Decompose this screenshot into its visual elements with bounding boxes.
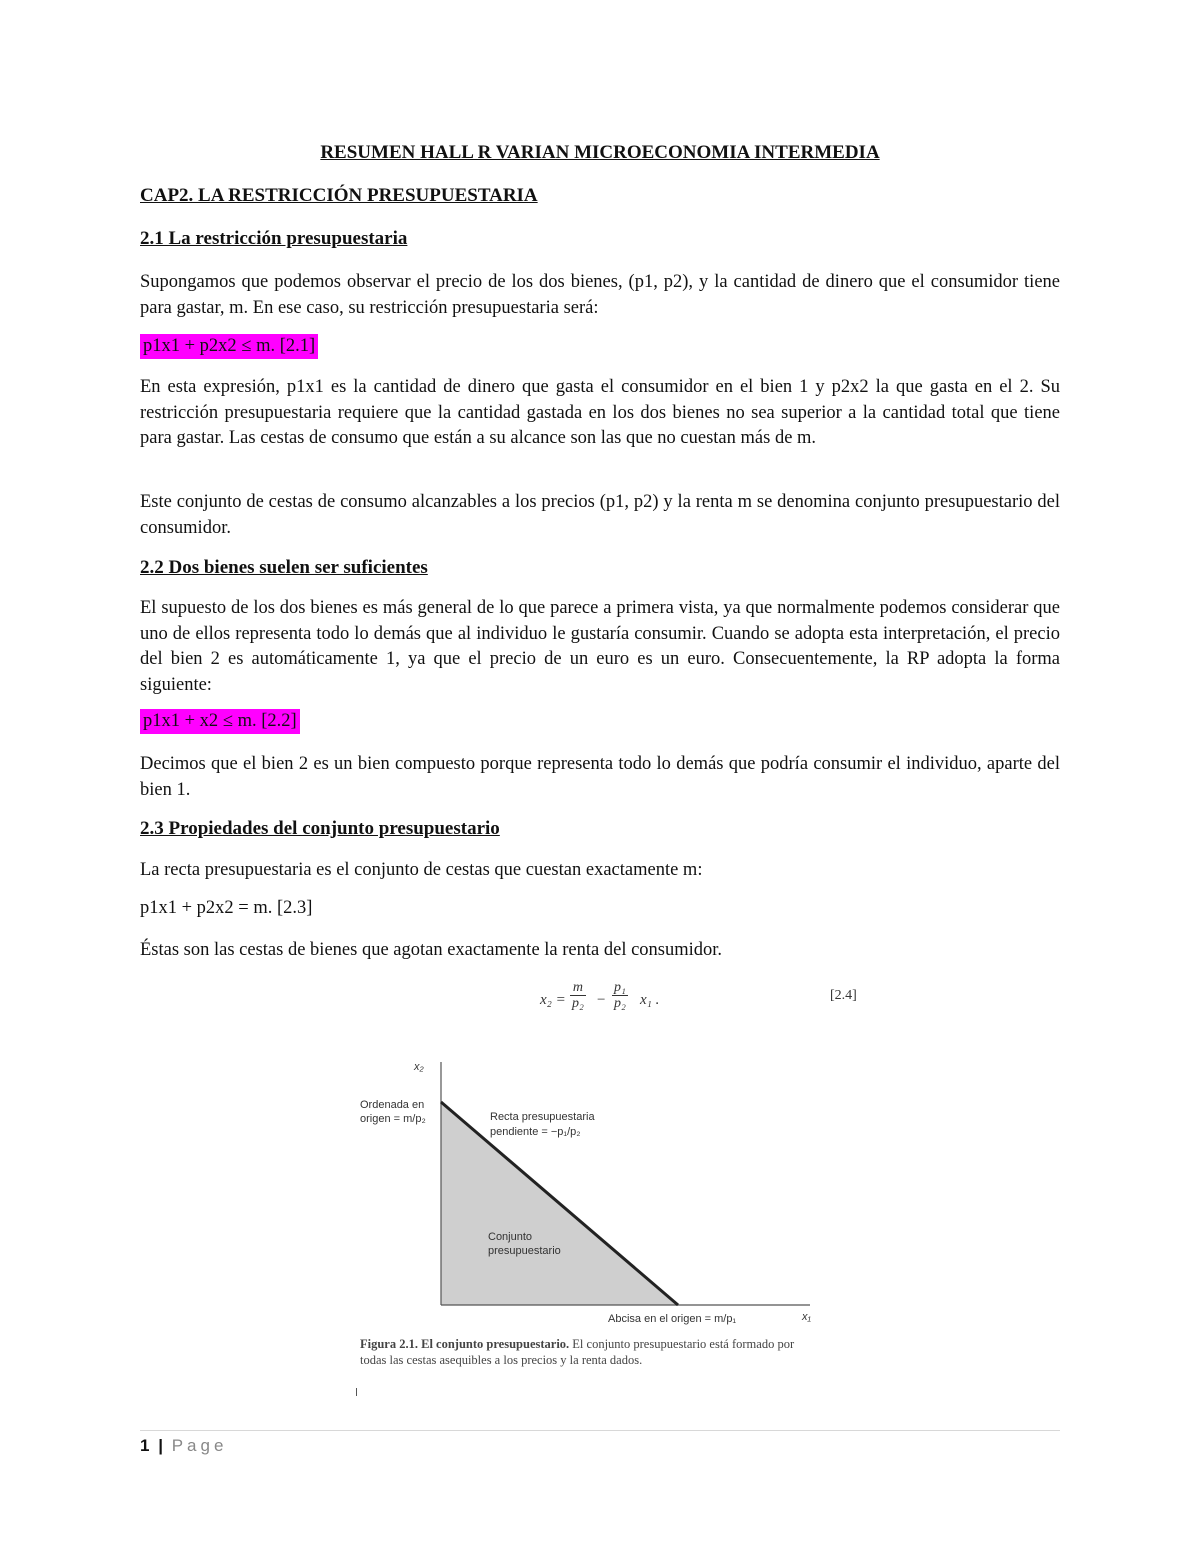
paragraph: Decimos que el bien 2 es un bien compuesto porque representa todo lo demás que podría consumir el individuo, aparte del bien 1. <box>140 754 1060 800</box>
section-heading-2-1: 2.1 La restricción presupuestaria <box>140 228 408 249</box>
paragraph: Supongamos que podemos observar el precio de los dos bienes, (p1, p2), y la cantidad de dinero que el consumidor tiene para gastar, m. En ese caso, su restricción presupuestaria será: <box>140 272 1060 318</box>
equation-minus: − <box>597 992 606 1008</box>
budget-set-label-line1: Conjunto <box>488 1231 533 1243</box>
section-heading-2-2: 2.2 Dos bienes suelen ser suficientes <box>140 557 428 578</box>
footer-separator: | <box>158 1436 163 1455</box>
formula-2-1 <box>140 336 1060 357</box>
paragraph: Éstas son las cestas de bienes que agotan exactamente la renta del consumidor. <box>140 940 723 960</box>
equation-lhs: x₂ = <box>540 992 566 1008</box>
footer-divider <box>140 1430 1060 1431</box>
fraction-numerator: m <box>570 980 586 996</box>
y-intercept-label-line2: origen = m/p₂ <box>360 1113 426 1125</box>
equation-2-4 <box>540 978 870 1026</box>
equation-label: [2.4] <box>830 988 857 1003</box>
budget-line-label-line2: pendiente = −p₁/p₂ <box>490 1126 581 1138</box>
figure-caption-title: Figura 2.1. El conjunto presupuestario. <box>360 1337 570 1351</box>
fraction-denominator: p₂ <box>614 996 626 1011</box>
figure-caption <box>360 1336 820 1368</box>
x-axis-label: x₁ <box>802 1311 811 1323</box>
fraction-numerator: p₁ <box>614 980 626 995</box>
paragraph: La recta presupuestaria es el conjunto de cestas que cuestan exactamente m: <box>140 860 703 880</box>
formula-2-3: p1x1 + p2x2 = m. [2.3] <box>140 898 313 918</box>
formula-2-2 <box>140 711 1060 732</box>
x-intercept-label: Abcisa en el origen = m/p₁ <box>608 1313 737 1325</box>
highlighted-formula: p1x1 + x2 ≤ m. [2.2] <box>140 709 300 734</box>
chapter-heading: CAP2. LA RESTRICCIÓN PRESUPUESTARIA <box>140 185 538 206</box>
budget-set-figure <box>340 1050 840 1340</box>
page-footer <box>140 1436 227 1456</box>
budget-line-label-line1: Recta presupuestaria <box>490 1111 595 1123</box>
highlighted-formula: p1x1 + p2x2 ≤ m. [2.1] <box>140 334 318 359</box>
paragraph: El supuesto de los dos bienes es más general de lo que parece a primera vista, ya que normalmente podemos considerar que uno de ellos representa todo lo demás que al individuo le gustaría consumir. Cuando se adopta esta interpretación, el precio del bien 2 es automáticamente 1, ya que el precio de un euro es un euro. Consecuentemente, la RP adopta la forma siguiente: <box>140 598 1060 695</box>
paragraph: Este conjunto de cestas de consumo alcanzables a los precios (p1, p2) y la renta m se denomina conjunto presupuestario del consumidor. <box>140 492 1060 538</box>
page-number: 1 <box>140 1436 150 1455</box>
y-intercept-label-line1: Ordenada en <box>360 1099 425 1111</box>
fraction-p1-over-p2 <box>612 980 628 1011</box>
page-label: Page <box>171 1436 228 1455</box>
fraction-m-over-p2 <box>570 980 586 1011</box>
y-axis-label: x₂ <box>414 1061 424 1073</box>
document-title: RESUMEN HALL R VARIAN MICROECONOMIA INTERMEDIA <box>320 142 880 163</box>
fraction-denominator: p₂ <box>572 996 584 1011</box>
equation-x1: x₁ . <box>640 992 660 1008</box>
section-heading-2-3: 2.3 Propiedades del conjunto presupuestario <box>140 818 500 839</box>
stray-mark <box>356 1388 357 1396</box>
figure-caption-body: El conjunto presupuestario está formado por todas las cestas asequibles a los precios y la renta dados. <box>360 1337 795 1367</box>
paragraph: En esta expresión, p1x1 es la cantidad de dinero que gasta el consumidor en el bien 1 y p2x2 la que gasta en el 2. Su restricción presupuestaria requiere que la cantidad gastada en los dos bienes no sea superior a la cantidad total que tiene para gastar. Las cestas de consumo que están a su alcance son las que no cuestan más de m. <box>140 377 1060 448</box>
budget-set-label-line2: presupuestario <box>488 1245 561 1257</box>
